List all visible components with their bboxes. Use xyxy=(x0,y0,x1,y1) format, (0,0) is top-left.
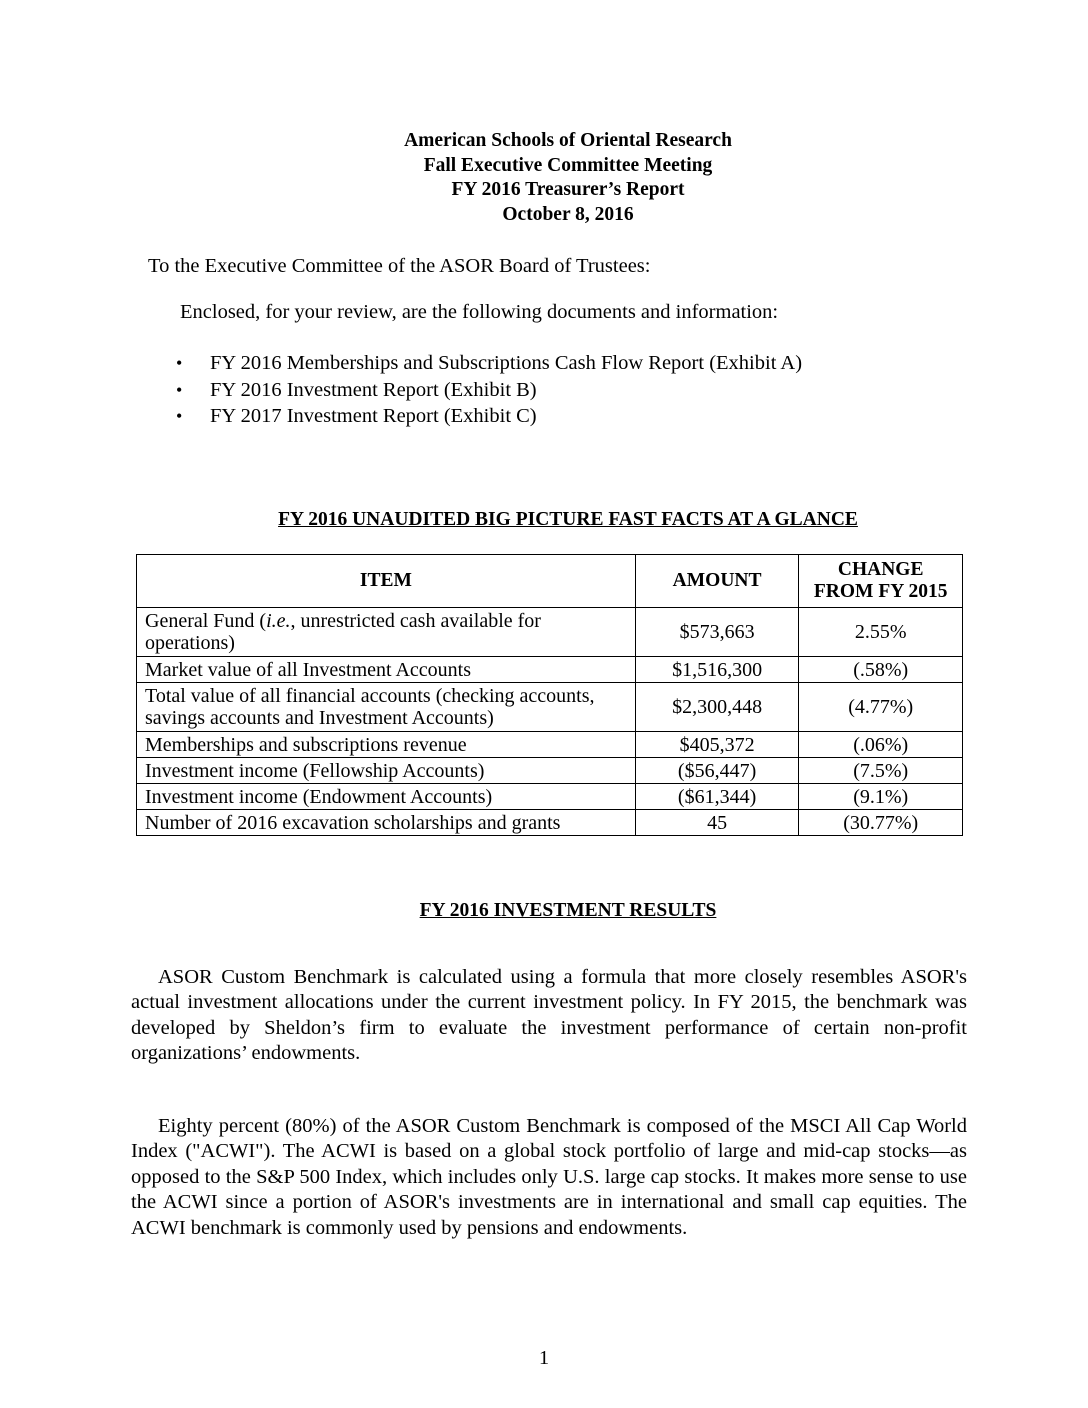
bullet-icon: • xyxy=(176,353,183,373)
amount-cell: ($56,447) xyxy=(635,758,799,784)
item-cell: Memberships and subscriptions revenue xyxy=(137,732,636,758)
column-header-item: ITEM xyxy=(137,555,636,608)
amount-cell: ($61,344) xyxy=(635,784,799,810)
bullet-icon: • xyxy=(176,406,183,426)
table-row xyxy=(137,732,963,758)
document-list xyxy=(176,350,802,430)
report-header xyxy=(0,129,1088,227)
table-header-row xyxy=(137,555,963,608)
change-cell: (7.5%) xyxy=(799,758,963,784)
table-row xyxy=(137,608,963,657)
benchmark-paragraph: ASOR Custom Benchmark is calculated using a formula that more closely resembles ASOR's actual investment allocations under the current investment policy. In FY 2015, the benchmark was developed by Sheldon’s firm to evaluate the investment performance of certain non-profit organizations’ endowments. xyxy=(131,965,967,1064)
item-cell: Investment income (Fellowship Accounts) xyxy=(137,758,636,784)
list-item-text: FY 2017 Investment Report (Exhibit C) xyxy=(210,405,537,427)
amount-cell: 45 xyxy=(635,810,799,836)
item-cell: Total value of all financial accounts (checking accounts, savings accounts and Investment Accounts) xyxy=(137,683,636,732)
fast-facts-table xyxy=(136,554,963,836)
change-cell: 2.55% xyxy=(799,608,963,657)
report-title: FY 2016 Treasurer’s Report xyxy=(451,179,685,200)
table-row xyxy=(137,683,963,732)
change-cell: (.58%) xyxy=(799,657,963,683)
table-row xyxy=(137,758,963,784)
page-number: 1 xyxy=(538,1347,550,1369)
amount-cell: $573,663 xyxy=(635,608,799,657)
list-item-text: FY 2016 Memberships and Subscriptions Cash Flow Report (Exhibit A) xyxy=(210,352,803,374)
table-row xyxy=(137,784,963,810)
item-text: , unrestricted cash available for operations) xyxy=(145,610,541,654)
acwi-paragraph: Eighty percent (80%) of the ASOR Custom Benchmark is composed of the MSCI All Cap World Index ("ACWI"). The ACWI is based on a global stock portfolio of large and mid-cap stocks—as opposed to the S&P 500 Index, which includes only U.S. large cap stocks. It makes more sense to use the ACWI since a portion of ASOR's investments are in international and small cap equities. The ACWI benchmark is commonly used by pensions and endowments. xyxy=(131,1114,967,1239)
investment-results-title: FY 2016 INVESTMENT RESULTS xyxy=(419,900,717,921)
list-item xyxy=(176,403,802,430)
organization-name: American Schools of Oriental Research xyxy=(404,130,732,151)
table-row xyxy=(137,810,963,836)
item-cell: Number of 2016 excavation scholarships and grants xyxy=(137,810,636,836)
list-item xyxy=(176,350,802,377)
report-date: October 8, 2016 xyxy=(502,203,634,225)
item-text: General Fund ( xyxy=(145,610,267,632)
item-cell: Market value of all Investment Accounts xyxy=(137,657,636,683)
change-header-line2: FROM FY 2015 xyxy=(813,581,948,602)
amount-cell: $1,516,300 xyxy=(635,657,799,683)
column-header-change xyxy=(799,555,963,608)
change-header-line1: CHANGE xyxy=(837,559,924,580)
change-cell: (9.1%) xyxy=(799,784,963,810)
change-cell: (4.77%) xyxy=(799,683,963,732)
amount-cell: $405,372 xyxy=(635,732,799,758)
item-cell xyxy=(137,608,636,657)
intro-text: Enclosed, for your review, are the following documents and information: xyxy=(180,301,779,323)
bullet-icon: • xyxy=(176,379,183,400)
fast-facts-title: FY 2016 UNAUDITED BIG PICTURE FAST FACTS AT A GLANCE xyxy=(278,509,858,530)
item-italic-text: i.e. xyxy=(266,610,291,632)
table-row xyxy=(137,657,963,683)
amount-cell: $2,300,448 xyxy=(635,683,799,732)
change-cell: (.06%) xyxy=(799,732,963,758)
meeting-name: Fall Executive Committee Meeting xyxy=(423,154,713,176)
item-cell: Investment income (Endowment Accounts) xyxy=(137,784,636,810)
change-cell: (30.77%) xyxy=(799,810,963,836)
list-item-text: FY 2016 Investment Report (Exhibit B) xyxy=(210,378,537,401)
salutation: To the Executive Committee of the ASOR Board of Trustees: xyxy=(148,255,651,277)
column-header-amount: AMOUNT xyxy=(635,555,799,608)
list-item xyxy=(176,377,802,404)
